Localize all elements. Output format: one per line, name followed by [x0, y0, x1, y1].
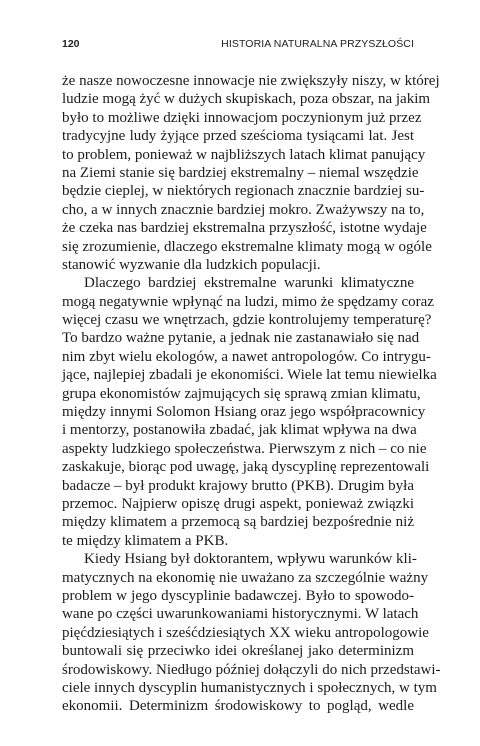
page-header: [62, 38, 414, 54]
text-line: jące, najlepiej zbadali je ekonomiści. Wiele lat temu niewielka: [62, 367, 437, 384]
text-line: nim zbyt wielu ekologów, a nawet antropologów. Co intrygu-: [62, 348, 431, 365]
text-line: na Ziemi stanie się bardziej ekstremalny – niemal wszędzie: [62, 164, 419, 181]
text-line: cho, a w innych znacznie bardziej mokro. Zważywszy na to,: [62, 201, 425, 218]
text-line: będzie cieplej, w niektórych regionach znacznie bardziej su-: [62, 183, 425, 200]
text-line: te między klimatem a PKB.: [62, 532, 229, 549]
text-line: problem w jego dyscyplinie badawczej. Było to spowodo-: [62, 587, 414, 604]
text-line: buntowali się przeciwko idei określanej jako determinizm: [62, 643, 414, 660]
text-line: między klimatem a przemocą są bardziej bezpośrednie niż: [62, 514, 414, 531]
text-line: ludzie mogą żyć w dużych skupiskach, poza obszar, na jakim: [62, 91, 431, 108]
text-line: zaskakuje, biorąc pod uwagę, jaką dyscyplinę reprezentowali: [62, 459, 430, 476]
text-line: że czeka nas bardziej ekstremalna przyszłość, istotne wydaje: [62, 220, 427, 237]
text-line: matycznych na ekonomię nie uważano za szczególnie ważny: [62, 569, 429, 586]
running-head: HISTORIA NATURALNA PRZYSZŁOŚCI: [221, 38, 414, 50]
text-line: środowiskowy. Niedługo później dołączyli do nich przedstawi-: [62, 661, 441, 678]
text-line: więcej czasu we wnętrzach, gdzie kontrolujemy temperaturę?: [62, 312, 432, 329]
text-line: wane po części uwarunkowaniami historycznymi. W latach: [62, 606, 419, 623]
text-line: między innymi Solomon Hsiang oraz jego współpracownicy: [62, 404, 426, 421]
text-line: przemoc. Najpierw opiszę drugi aspekt, ponieważ związki: [62, 495, 414, 512]
text-line: grupa ekonomistów zajmujących się sprawą zmian klimatu,: [62, 385, 421, 402]
text-line: ekonomii. Determinizm środowiskowy to pogląd, wedle: [62, 698, 414, 715]
page-number: 120: [62, 38, 80, 50]
body-text: [62, 72, 441, 716]
text-line: To bardzo ważne pytanie, a jednak nie zastanawiało się nad: [62, 330, 420, 347]
text-line: Kiedy Hsiang był doktorantem, wpływu warunków kli-: [84, 551, 417, 568]
text-line: Dlaczego bardziej ekstremalne warunki klimatyczne: [84, 275, 414, 292]
text-line: się zrozumienie, dlaczego ekstremalne klimaty mogą w ogóle: [62, 238, 432, 255]
text-line: ciele innych dyscyplin humanistycznych i społecznych, w tym: [62, 679, 437, 696]
text-line: aspekty ludzkiego społeczeństwa. Pierwszym z nich – co nie: [62, 440, 427, 457]
text-line: badacze – był produkt krajowy brutto (PKB). Drugim była: [62, 477, 415, 494]
text-line: to problem, ponieważ w najbliższych latach klimat panujący: [62, 146, 426, 163]
text-line: i mentorzy, postanowiła zbadać, jak klimat wpływa na dwa: [62, 422, 417, 439]
text-line: pięćdziesiątych i sześćdziesiątych XX wieku antropologowie: [62, 624, 429, 641]
text-line: stanowić wyzwanie dla ludzkich populacji.: [62, 256, 321, 273]
text-line: tradycyjne ludy żyjące przed sześcioma tysiącami lat. Jest: [62, 128, 414, 145]
text-line: mogą negatywnie wpłynąć na ludzi, mimo że spędzamy coraz: [62, 293, 434, 310]
text-line: było to możliwe dzięki innowacjom poczynionym już przez: [62, 109, 422, 126]
text-line: że nasze nowoczesne innowacje nie zwiększyły niszy, w której: [62, 73, 440, 89]
